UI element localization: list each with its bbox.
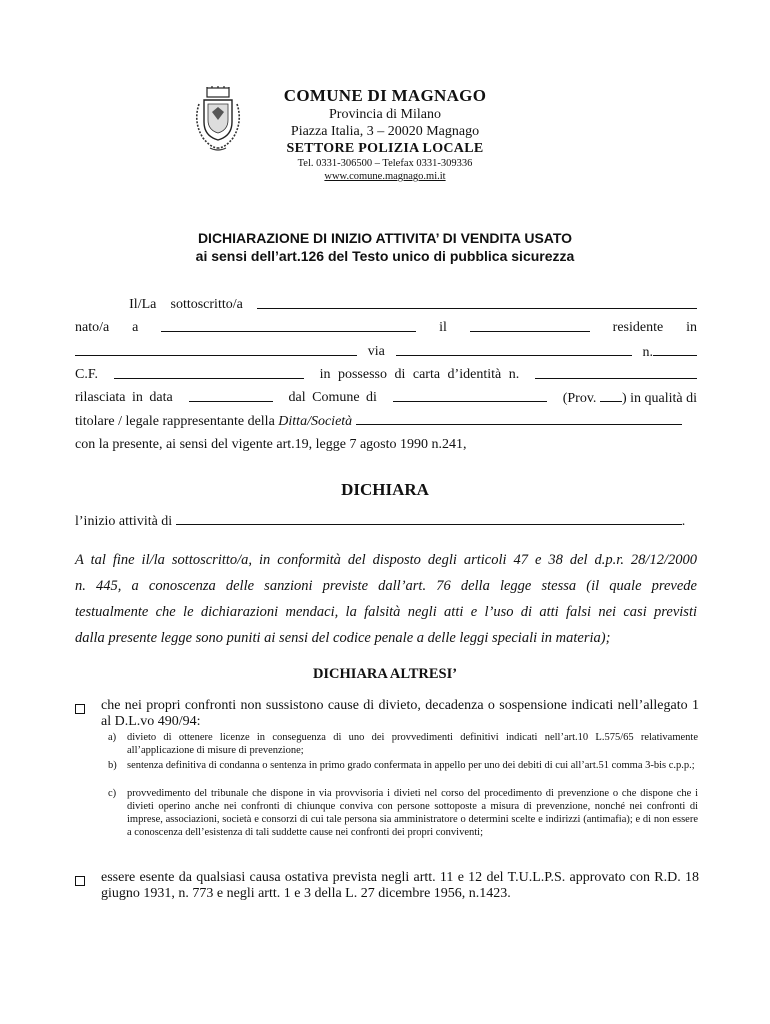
il-label: il xyxy=(439,320,447,335)
birthplace-field[interactable] xyxy=(161,320,416,332)
declaration-para-3: testualmente che le dichiarazioni mendaci, la falsità negli atti e l’uso di atti falsi nei casi previsti xyxy=(75,604,697,620)
legal-reference: con la presente, ai sensi del vigente art.19, legge 7 agosto 1990 n.241, xyxy=(75,437,467,452)
issuing-municipality-field[interactable] xyxy=(393,390,547,402)
sub-item-a xyxy=(108,731,698,759)
number-label: n. xyxy=(642,345,653,360)
province-field[interactable] xyxy=(600,390,622,402)
declaration-para-2: n. 445, a conoscenza delle sanzioni previste dall’art. 76 della legge stessa (il quale prevede xyxy=(75,578,697,594)
sub-item-b-label: b) xyxy=(108,760,117,771)
a-label: a xyxy=(132,320,139,335)
website-link[interactable]: www.comune.magnago.mi.it xyxy=(324,171,446,182)
activity-label: l’inizio attività di xyxy=(75,514,173,529)
il-la-label: Il/La xyxy=(129,297,157,312)
company-field[interactable] xyxy=(356,413,682,425)
cf-label: C.F. xyxy=(75,367,99,382)
activity-period: . xyxy=(681,514,686,529)
form-line-company xyxy=(75,413,697,430)
dichiara-heading: DICHIARA xyxy=(341,480,429,499)
document-subtitle: ai sensi dell’art.126 del Testo unico di pubblica sicurezza xyxy=(195,248,575,264)
phone-fax: Tel. 0331-306500 – Telefax 0331-309336 xyxy=(297,158,473,169)
sub-item-a-text: divieto di ottenere licenze in conseguenza di uno dei provvedimenti definitivi indicati nell’art.10 L.575/65 relativamente all’applicazione di misure di prevenzione; xyxy=(127,732,698,756)
form-line-birth xyxy=(75,320,697,336)
office-address: Piazza Italia, 3 – 20020 Magnago xyxy=(290,124,480,139)
sottoscritto-label: sottoscritto/a xyxy=(170,297,243,312)
ditta-label: Ditta/Società xyxy=(278,414,353,429)
in-label: in xyxy=(686,320,697,335)
bullet-1-text: che nei propri confronti non sussistono cause di divieto, decadenza o sospensione indicati nell’allegato 1 al D.L.vo 490/94: xyxy=(101,698,699,729)
activity-line xyxy=(75,513,697,530)
form-line-name xyxy=(75,297,697,313)
bullet-2-text: essere esente da qualsiasi causa ostativa prevista negli artt. 11 e 12 del T.U.L.P.S. approvato con R.D. 18 giugno 1931, n. 773 e negli artt. 1 e 3 della L. 27 dicembre 1956, n.1423. xyxy=(101,870,699,901)
id-card-label: in possesso di carta d’identità n. xyxy=(319,367,520,382)
province-name: Provincia di Milano xyxy=(329,107,441,122)
altresi-heading: DICHIARA ALTRESI’ xyxy=(312,666,458,682)
sub-item-c-label: c) xyxy=(108,788,117,799)
form-line-cf xyxy=(75,367,697,383)
prov-label: (Prov. xyxy=(562,391,597,406)
capacity-label: ) in qualità di xyxy=(621,391,697,406)
id-card-number-field[interactable] xyxy=(535,367,697,379)
document-title: DICHIARAZIONE DI INIZIO ATTIVITA’ DI VENDITA USATO xyxy=(197,230,573,246)
form-line-issued xyxy=(75,390,697,407)
nato-label: nato/a xyxy=(75,320,110,335)
residence-city-field[interactable] xyxy=(75,344,357,356)
municipality-name: COMUNE DI MAGNAGO xyxy=(283,86,487,105)
checkbox-bullet-2[interactable] xyxy=(75,876,85,886)
street-number-field[interactable] xyxy=(653,344,697,356)
tax-code-field[interactable] xyxy=(114,367,304,379)
sub-item-c xyxy=(108,787,698,857)
declaration-para-4: dalla presente legge sono puniti ai sensi del codice penale a delle leggi speciali in materia); xyxy=(75,630,611,646)
via-label: via xyxy=(367,344,385,359)
issue-date-field[interactable] xyxy=(189,390,273,402)
street-field[interactable] xyxy=(396,344,632,356)
birthdate-field[interactable] xyxy=(470,320,590,332)
sub-item-b xyxy=(108,759,698,787)
issuing-municipality-label: dal Comune di xyxy=(288,390,377,405)
department-name: SETTORE POLIZIA LOCALE xyxy=(286,141,484,156)
checkbox-bullet-1[interactable] xyxy=(75,704,85,714)
residente-label: residente xyxy=(612,320,664,335)
sub-item-a-label: a) xyxy=(108,732,117,743)
declaration-para-1: A tal fine il/la sottoscritto/a, in conformità del disposto degli articoli 47 e 38 del d.p.r. 28/12/2000 xyxy=(75,552,697,568)
name-field[interactable] xyxy=(257,297,697,309)
issued-label: rilasciata in data xyxy=(75,390,173,405)
form-line-address xyxy=(75,344,697,361)
sub-item-c-text: provvedimento del tribunale che dispone in via provvisoria i divieti nel corso del procedimento di prevenzione o che dispone che i divieti operino anche nei confronti di chiunque conviva con persone sottoposte a misura di prevenzione, nonché nei confronti di imprese, associazioni, società e consorzi di cui tale persona sia amministratore o determini scelte e indirizzi (antimafia); e di non essere a conoscenza dell’esistenza di tali suddette cause nei confronti dei propri conviventi; xyxy=(127,788,698,838)
titolare-label: titolare / legale rappresentante della xyxy=(75,414,275,429)
activity-field[interactable] xyxy=(176,513,682,525)
sub-item-b-text: sentenza definitiva di condanna o sentenza in primo grado confermata in appello per uno dei debiti di cui all’art.51 comma 3-bis c.p.p.; xyxy=(127,760,695,771)
